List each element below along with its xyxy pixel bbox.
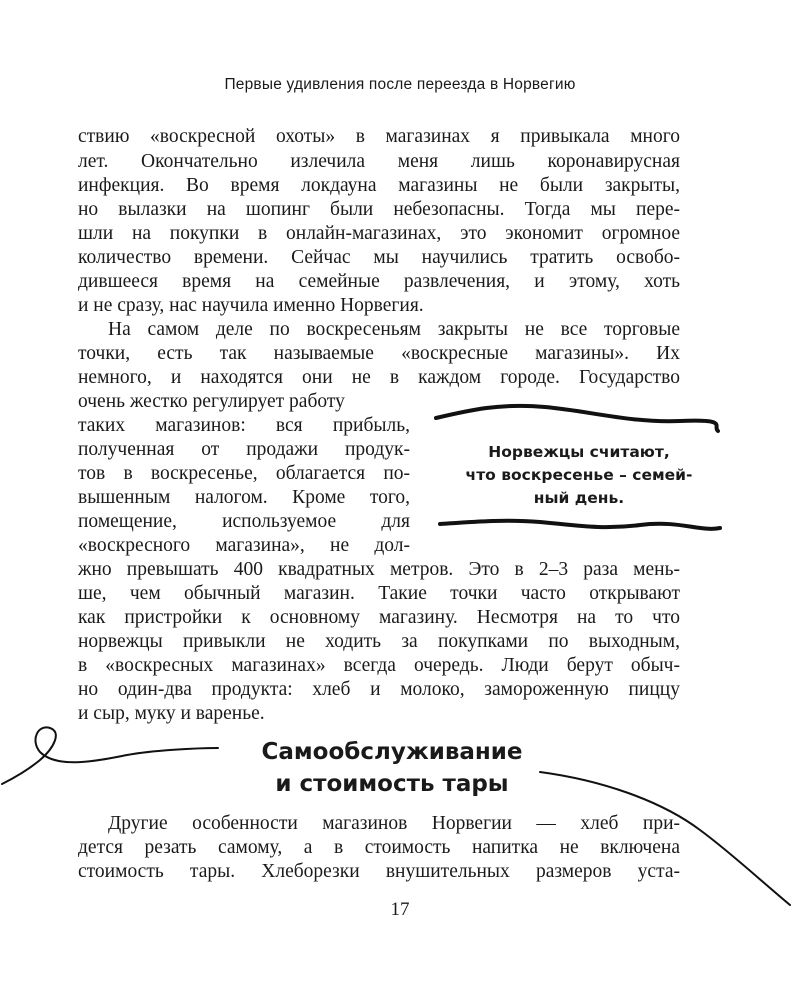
text-line: в «воскресных магазинах» всегда очередь. Люди берут обыч- (78, 655, 680, 676)
text-line: «воскресного магазина», не дол- (78, 535, 410, 556)
running-header: Первые удивления после переезда в Норвегию (224, 76, 576, 93)
text-line: ше, чем обычный магазин. Такие точки часто открывают (78, 583, 680, 604)
text-line: и сыр, муку и варенье. (78, 703, 265, 724)
heading-left-swash (2, 727, 218, 784)
text-line: как пристройки к основному магазину. Несмотря на то что (78, 607, 680, 628)
callout-line: ный день. (533, 489, 625, 507)
text-line: таких магазинов: вся прибыль, (78, 415, 410, 436)
text-line: полученная от продажи продук- (78, 439, 410, 460)
text-line: количество времени. Сейчас мы научились тратить освобо- (78, 247, 680, 268)
callout-line: что воскресенье – семей- (465, 466, 693, 484)
section-heading-line: и стоимость тары (275, 771, 509, 797)
text-line: стоимость тары. Хлеборезки внушительных размеров уста- (78, 861, 680, 882)
text-line: тов в воскресенье, облагается по- (78, 463, 410, 484)
callout-top-wave (436, 406, 718, 431)
text-line: немного, и находятся они не в каждом городе. Государство (78, 367, 680, 388)
text-line: шли на покупки в онлайн-магазинах, это экономит огромное (78, 223, 680, 244)
text-line: лет. Окончательно излечила меня лишь коронавирусная (78, 151, 680, 172)
section-heading-line: Самообслуживание (261, 739, 523, 765)
callout-bottom-wave (440, 521, 720, 529)
text-line: очень жестко регулирует работу (78, 391, 345, 412)
text-line: вышенным налогом. Кроме того, (78, 487, 410, 508)
text-line: Другие особенности магазинов Норвегии — хлеб при- (108, 813, 680, 834)
text-line: дется резать самому, а в стоимость напитка не включена (78, 837, 680, 858)
page-number: 17 (390, 899, 410, 920)
text-line: инфекция. Во время локдауна магазины не были закрыты, (78, 175, 680, 196)
text-line: точки, есть так называемые «воскресные магазины». Их (78, 343, 680, 364)
text-line: и не сразу, нас научила именно Норвегия. (78, 295, 424, 316)
text-line: норвежцы привыкли не ходить за покупками по выходным, (78, 631, 680, 652)
text-line: ствию «воскресной охоты» в магазинах я привыкала много (78, 126, 680, 147)
text-line: помещение, используемое для (78, 511, 410, 532)
text-line: На самом деле по воскресеньям закрыты не все торговые (108, 319, 680, 340)
text-line: но вылазки на шопинг были небезопасны. Тогда мы пере- (78, 199, 680, 220)
text-line: но один-два продукта: хлеб и молоко, замороженную пиццу (78, 679, 680, 700)
text-line: дившееся время на семейные развлечения, и этому, хоть (78, 271, 680, 292)
callout-line: Норвежцы считают, (488, 443, 670, 461)
text-line: жно превышать 400 квадратных метров. Это в 2–3 раза мень- (78, 559, 680, 580)
